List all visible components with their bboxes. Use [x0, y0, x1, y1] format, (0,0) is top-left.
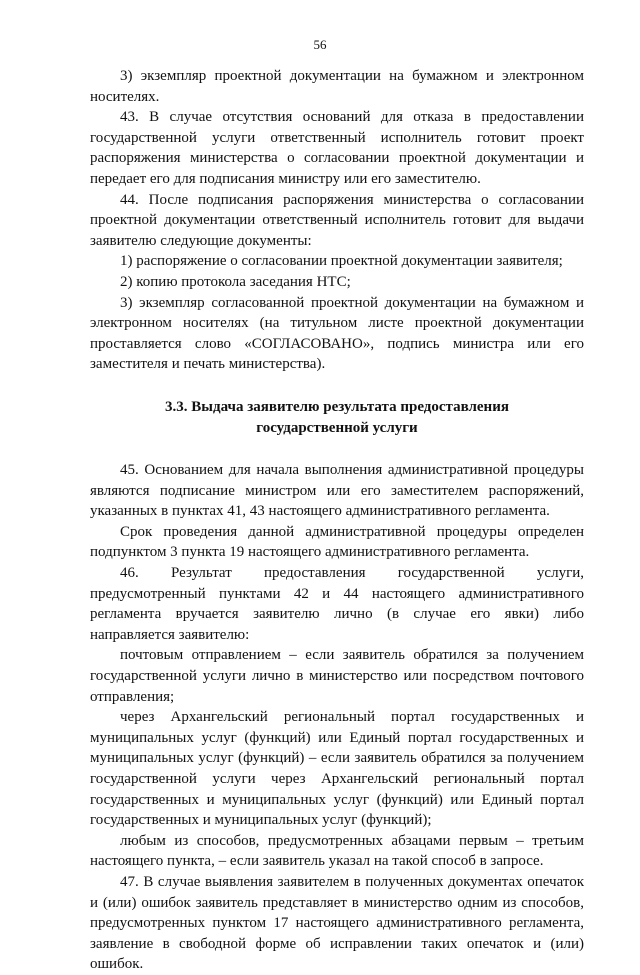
- paragraph-45: 45. Основанием для начала выполнения административной процедуры являются подписание министром или его заместителем распоряжений, указанных в пунктах 41, 43 настоящего административного регламента.: [90, 462, 584, 520]
- paragraph-43: 43. В случае отсутствия оснований для отказа в предоставлении государственной услуги ответственный исполнитель готовит проект распоряжения министерства о согласовании проектной документации и передает его для подписания министру или его заместителю.: [90, 109, 584, 187]
- paragraph-44-item-1: 1) распоряжение о согласовании проектной документации заявителя;: [120, 253, 563, 270]
- document-body: [90, 66, 584, 975]
- paragraph-46-via-portal: через Архангельский региональный портал государственных и муниципальных услуг (функций) или Единый портал государственных и муниципальных услуг (функций) – если заявитель обратился за получением государственной услуги через Архангельский региональный портал государственных и муниципальных услуг (функций) или Единый портал государственных и муниципальных услуг (функций);: [90, 709, 584, 829]
- paragraph-44-item-3: 3) экземпляр согласованной проектной документации на бумажном и электронном носителях (на титульном листе проектной документации проставляется слово «СОГЛАСОВАНО», подпись министра или его заместителя и печать министерства).: [90, 294, 584, 373]
- section-heading: 3.3. Выдача заявителю результата предоставления государственной услуги: [165, 398, 509, 436]
- paragraph-46-by-post: почтовым отправлением – если заявитель обратился за получением государственной услуги лично в министерство или посредством почтового отправления;: [90, 647, 584, 705]
- paragraph-44: 44. После подписания распоряжения министерства о согласовании проектной документации ответственный исполнитель готовит для выдачи заявителю следующие документы:: [90, 191, 584, 249]
- paragraph-46: 46. Результат предоставления государственной услуги, предусмотренный пунктами 42 и 44 настоящего административного регламента вручается заявителю лично (в случае его явки) либо направляется заявителю:: [90, 565, 584, 643]
- paragraph-46-any-method: любым из способов, предусмотренных абзацами первым – третьим настоящего пункта, – если заявитель указал на такой способ в запросе.: [90, 832, 584, 870]
- paragraph-45-term: Срок проведения данной административной процедуры определен подпунктом 3 пункта 19 настоящего административного регламента.: [90, 523, 584, 561]
- paragraph-44-item-2: 2) копию протокола заседания НТС;: [120, 273, 351, 290]
- paragraph-item-3-paper-electronic: 3) экземпляр проектной документации на бумажном и электронном носителях.: [90, 68, 584, 105]
- page-number: 56: [313, 37, 327, 52]
- paragraph-47: 47. В случае выявления заявителем в полученных документах опечаток и (или) ошибок заявитель представляет в министерство одним из способов, предусмотренных пунктом 17 настоящего административного регламента, заявление в свободной форме об исправлении таких опечаток и (или) ошибок.: [90, 873, 584, 973]
